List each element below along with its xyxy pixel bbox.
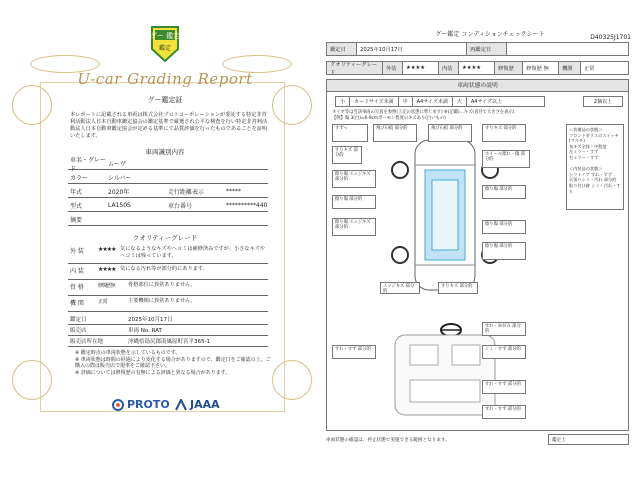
note-line: ※ 鑑定時点の車両状態を示しているものです。 — [75, 350, 181, 356]
vin-value: **********440 — [226, 202, 268, 209]
inspector-box: 鑑定士 — [548, 434, 629, 445]
frame-value: 修復歴 無 — [523, 62, 559, 74]
quality-stars: 正 常 — [98, 299, 107, 305]
damage-callout: すりキズ 部分的 — [332, 146, 362, 164]
quality-row-frame — [68, 280, 268, 296]
note-line: ※ 評価については修復歴の有無による評価と異なる場合があります。 — [75, 369, 231, 376]
jaaa-logo-text: JAAA — [190, 398, 220, 411]
equipment-line: フロントガラスのスイッチ(マルチ) — [569, 132, 619, 144]
info-value: 車両 No. RAT — [128, 328, 162, 334]
vehicle-remarks-row — [68, 214, 268, 226]
odometer-label: 走行距離表示 — [168, 189, 205, 196]
quality-row-engine — [68, 296, 268, 312]
vin-label: 車台番号 — [168, 203, 193, 210]
ornament-top-right — [272, 85, 312, 125]
sheet-footer-note: 車両状態の確認は、停止状態で実施できる範囲となります。 — [326, 438, 450, 443]
vehicle-year-label: 年式 — [70, 189, 83, 196]
damage-callout: すれ・すず 部分的 — [482, 405, 526, 419]
quality-label: 内 装 — [70, 268, 84, 275]
quality-stars: ★★★★ — [98, 266, 116, 273]
quality-desc: 骨格部位に異常ありません。 — [128, 282, 196, 288]
goo-badge-icon — [150, 25, 180, 63]
equipment-line: 右ミラー・すず — [569, 154, 599, 160]
odometer-value: ***** — [226, 188, 241, 195]
recheck-value — [507, 43, 628, 55]
ext-value: ★★★★ — [403, 62, 439, 74]
equipment-line: 取り付け跡 シミ・汚れ・すり — [569, 182, 621, 194]
damage-callout: 擦り傷 エッジキズ 部分的 — [332, 218, 376, 236]
equipment-line: 天張りシミ・汚れ 部分的 — [569, 177, 617, 183]
equipment-line: 布キズ全体・中程度 — [569, 143, 607, 149]
vehicle-name-value: ムーヴ — [108, 161, 126, 168]
equipment-line: 左ミラー・すず — [569, 149, 599, 155]
quality-row-interior — [68, 264, 268, 280]
frame-label: 修復歴 — [495, 62, 523, 74]
jaaa-logo — [175, 398, 220, 411]
vehicle-name-row — [68, 156, 268, 173]
jaaa-logo-icon — [175, 399, 187, 411]
vehicle-model-row — [68, 200, 268, 212]
damage-callout: 飛び石痕 部分的 — [428, 124, 472, 142]
int-value: ★★★★ — [459, 62, 495, 74]
damage-size-legend — [335, 96, 545, 107]
vehicle-model-label: 型式 — [70, 203, 83, 210]
badge-text: グー 鑑定 — [150, 32, 180, 40]
quality-stars: 修復歴 無 — [98, 283, 115, 289]
ext-label: 外装 — [383, 62, 403, 74]
info-label: 販売店所在地 — [70, 339, 104, 345]
quality-label: 機 関 — [70, 300, 84, 307]
vehicle-section-header: 車両識別内容 — [145, 148, 185, 156]
vehicle-color-label: カラー — [70, 175, 89, 182]
quality-grade-row — [326, 61, 629, 75]
certificate-subtitle: グー鑑定証 — [147, 96, 183, 104]
vehicle-year-value: 2020年 — [108, 189, 130, 196]
quality-stars: ★★★★ — [98, 246, 116, 253]
inspection-date-row — [68, 314, 268, 325]
dealer-address-row — [68, 336, 268, 347]
damage-callout: 擦り傷 部分的 — [332, 195, 376, 209]
info-value: 2025年10月17日 — [128, 317, 173, 323]
damage-callout: すれ・すず 部分的 — [482, 380, 526, 394]
proto-logo-icon — [112, 399, 124, 411]
svg-text:鑑定: 鑑定 — [158, 45, 172, 52]
equipment-line: ＜内装品の状態＞ — [569, 166, 603, 172]
damage-callout: 擦り傷 部分的 — [482, 242, 526, 260]
size-cell: A4サイズ未満 — [413, 97, 453, 106]
ornament-bottom-right — [272, 360, 312, 400]
quality-desc: 気になるようなキズやヘコミは補修済みですが、小さなキズやヘコミは残っています。 — [120, 246, 266, 259]
condition-check-sheet — [320, 0, 640, 480]
note-line: ※ 車両状態は時間の経過により変化する場合がありますので、鑑定日をご確認の上、ご購入の際は販売店で現車をご確認下さい。 — [75, 356, 271, 370]
vehicle-color-value: シルバー — [108, 175, 132, 182]
size-cell: A4サイズ以上 — [470, 99, 503, 105]
size-cell: 小 — [336, 97, 350, 106]
diagram-legend: タイヤ等は当該車両の写真を参照(上記の状態に準じます) ※(記載)…キズ(直径で大きさを表示) 【例】傷 3(白)=6-9cmボーモン程度のキズあり(白いもの) — [332, 110, 515, 121]
damage-callout: ホイール擦れ・傷 部分的 — [482, 150, 530, 168]
engine-label: 機関 — [559, 62, 581, 74]
remarks-label: 摘要 — [70, 217, 83, 224]
equipment-line: シフトノブ すれ・すず — [569, 171, 612, 177]
sheet-title: グー鑑定 コンディションチェックシート — [435, 31, 545, 38]
equipment-condition-box — [566, 124, 624, 210]
damage-callout: すれ・すず 部分的 — [332, 345, 376, 359]
damage-callout: すれ・ゆがみ 部分的 — [482, 322, 526, 336]
ornament-bottom-left — [12, 360, 52, 400]
engine-value: 正常 — [584, 66, 595, 72]
damage-callout: すずっ — [332, 124, 368, 142]
damage-callout: すりキズ 部分的 — [438, 282, 478, 294]
certificate-intro: 本レポートに記載される車両は株式会社プロトコーポレーションが委託する特定非営利活動法人日本自動車鑑定協会の鑑定基準で厳選され公平な検査を行い特定非営利活動法人日本自動車鑑定協会が定める基準にて品質評価を行ったものであることを証明いたします。 — [70, 112, 268, 139]
certificate-notes — [75, 350, 275, 376]
grade-label: クオリティーグレード — [327, 62, 383, 74]
vehicle-name-label: 車名・グレード — [70, 156, 107, 173]
vehicle-model-value: LA150S — [108, 202, 131, 209]
equipment-title: ＜装備品の状態＞ — [569, 127, 603, 132]
diagram-header: 車両状態の説明 — [326, 79, 629, 92]
damage-callout: エッジキズ 部分的 — [380, 282, 420, 294]
info-label: 販売店 — [70, 328, 87, 334]
int-label: 内装 — [439, 62, 459, 74]
proto-logo-text: PROTO — [127, 398, 170, 411]
size-cell: 中 — [399, 97, 413, 106]
ornament-top-left — [12, 85, 52, 125]
info-value: 沖縄県島尻郡南風原町宮平365-1 — [128, 339, 210, 345]
damage-callout: 擦り傷 部分的 — [482, 220, 526, 234]
vehicle-year-row — [68, 186, 268, 198]
quality-section-header: クオリティーグレード — [132, 234, 198, 242]
dealer-row — [68, 325, 268, 336]
proto-logo — [112, 398, 170, 411]
document-id: D40325J1701 — [590, 34, 631, 41]
quality-label: 外 装 — [70, 248, 84, 255]
date-value: 2025年10月17日 — [357, 43, 467, 55]
damage-callout: 擦り傷 部分的 — [482, 185, 526, 199]
damage-callout: すりキズ 部分的 — [482, 124, 526, 142]
quality-desc: 主要機関に異常ありません。 — [128, 298, 196, 304]
quality-row-exterior — [68, 244, 268, 264]
damage-callout: シミ・すず 部分的 — [482, 345, 526, 359]
quality-desc: 気になる汚れ等が部分的にあります。 — [120, 266, 208, 272]
quality-label: 骨 格 — [70, 284, 84, 291]
marks-count: 2個以上 — [583, 96, 623, 107]
info-label: 鑑定日 — [70, 317, 87, 323]
vehicle-color-row — [68, 172, 268, 184]
date-row — [326, 42, 629, 56]
recheck-label: 再鑑定日 — [467, 43, 507, 55]
damage-callout: 飛び石痕 部分的 — [373, 124, 417, 142]
size-cell: カードサイズ未満 — [350, 97, 399, 106]
report-title: U-car Grading Report — [77, 70, 253, 88]
date-label: 鑑定日 — [327, 43, 357, 55]
damage-callout: 擦り傷 エッジキズ 部分的 — [332, 170, 376, 188]
size-cell: 大 — [453, 97, 467, 106]
